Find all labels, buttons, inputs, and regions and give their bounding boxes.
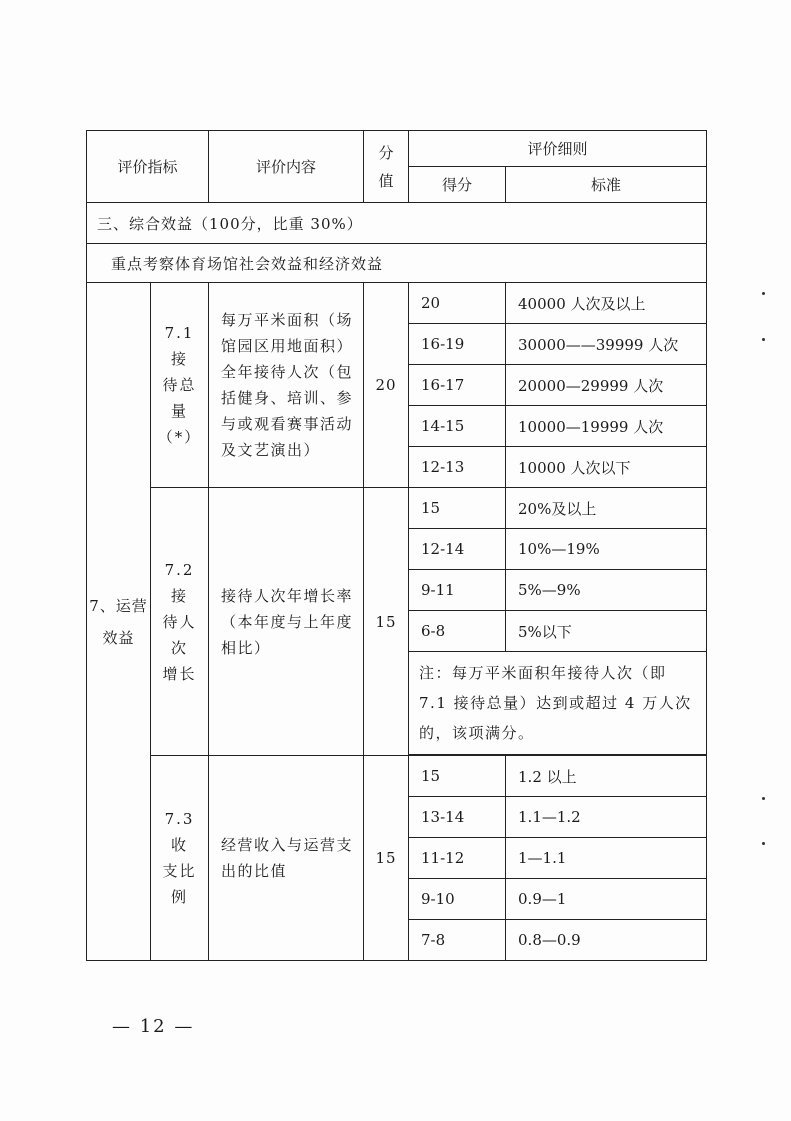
indicator-7-3 [151, 756, 209, 961]
header-content: 评价内容 [209, 131, 364, 203]
header-score-text: 分 值 [378, 143, 394, 190]
points-cell: 9-10 [409, 879, 506, 920]
scan-speck [762, 797, 765, 800]
points-cell: 6-8 [409, 611, 506, 652]
section-note: 重点考察体育场馆社会效益和经济效益 [87, 244, 707, 283]
scan-speck [762, 842, 765, 845]
evaluation-table [86, 130, 707, 961]
points-cell: 12-13 [409, 447, 506, 488]
standard-cell: 0.9—1 [506, 879, 707, 920]
indicator-7-3-label: 7.3 收 支比例 [162, 810, 197, 906]
standard-cell: 10000 人次以下 [506, 447, 707, 488]
header-points: 得分 [409, 167, 506, 203]
standard-cell: 5%以下 [506, 611, 707, 652]
header-detail: 评价细则 [409, 131, 707, 167]
points-cell: 14-15 [409, 406, 506, 447]
points-cell: 9-11 [409, 570, 506, 611]
category-label: 7、运营 效益 [89, 596, 148, 647]
points-cell: 13-14 [409, 797, 506, 838]
standard-cell: 0.8—0.9 [506, 920, 707, 961]
points-cell: 20 [409, 283, 506, 324]
score-7-2: 15 [364, 488, 409, 756]
points-cell: 15 [409, 756, 506, 797]
points-cell: 16-17 [409, 365, 506, 406]
category-cell [87, 283, 151, 961]
standard-cell: 40000 人次及以上 [506, 283, 707, 324]
scan-speck [762, 338, 765, 341]
indicator-7-1 [151, 283, 209, 488]
standard-cell: 1.1—1.2 [506, 797, 707, 838]
standard-cell: 10%—19% [506, 529, 707, 570]
indicator-7-1-label: 7.1 接 待总量 （*） [157, 324, 202, 446]
score-7-3: 15 [364, 756, 409, 961]
section-title: 三、综合效益（100分，比重 30%） [87, 203, 707, 244]
points-cell: 16-19 [409, 324, 506, 365]
header-standard: 标准 [506, 167, 707, 203]
indicator-7-2 [151, 488, 209, 756]
points-cell: 12-14 [409, 529, 506, 570]
content-7-2: 接待人次年增长率（本年度与上年度相比） [209, 488, 364, 756]
page-number: — 12 — [112, 1016, 195, 1037]
points-cell: 7-8 [409, 920, 506, 961]
score-7-1: 20 [364, 283, 409, 488]
points-cell: 11-12 [409, 838, 506, 879]
standard-cell: 30000——39999 人次 [506, 324, 707, 365]
standard-cell: 5%—9% [506, 570, 707, 611]
standard-cell: 1—1.1 [506, 838, 707, 879]
scan-speck [762, 292, 765, 295]
points-cell: 15 [409, 488, 506, 529]
standard-cell: 1.2 以上 [506, 756, 707, 797]
standard-cell: 20000—29999 人次 [506, 365, 707, 406]
header-score [364, 131, 409, 203]
content-7-1: 每万平米面积（场馆园区用地面积）全年接待人次（包括健身、培训、参与或观看赛事活动及文艺演出） [209, 283, 364, 488]
standard-cell: 10000—19999 人次 [506, 406, 707, 447]
note-7-2: 注：每万平米面积年接待人次（即 7.1 接待总量）达到或超过 4 万人次的，该项满分。 [409, 652, 707, 755]
indicator-7-2-label: 7.2 接 待人次 增长 [162, 560, 197, 683]
standard-cell: 20%及以上 [506, 488, 707, 529]
content-7-3: 经营收入与运营支出的比值 [209, 756, 364, 961]
header-indicator: 评价指标 [87, 131, 209, 203]
